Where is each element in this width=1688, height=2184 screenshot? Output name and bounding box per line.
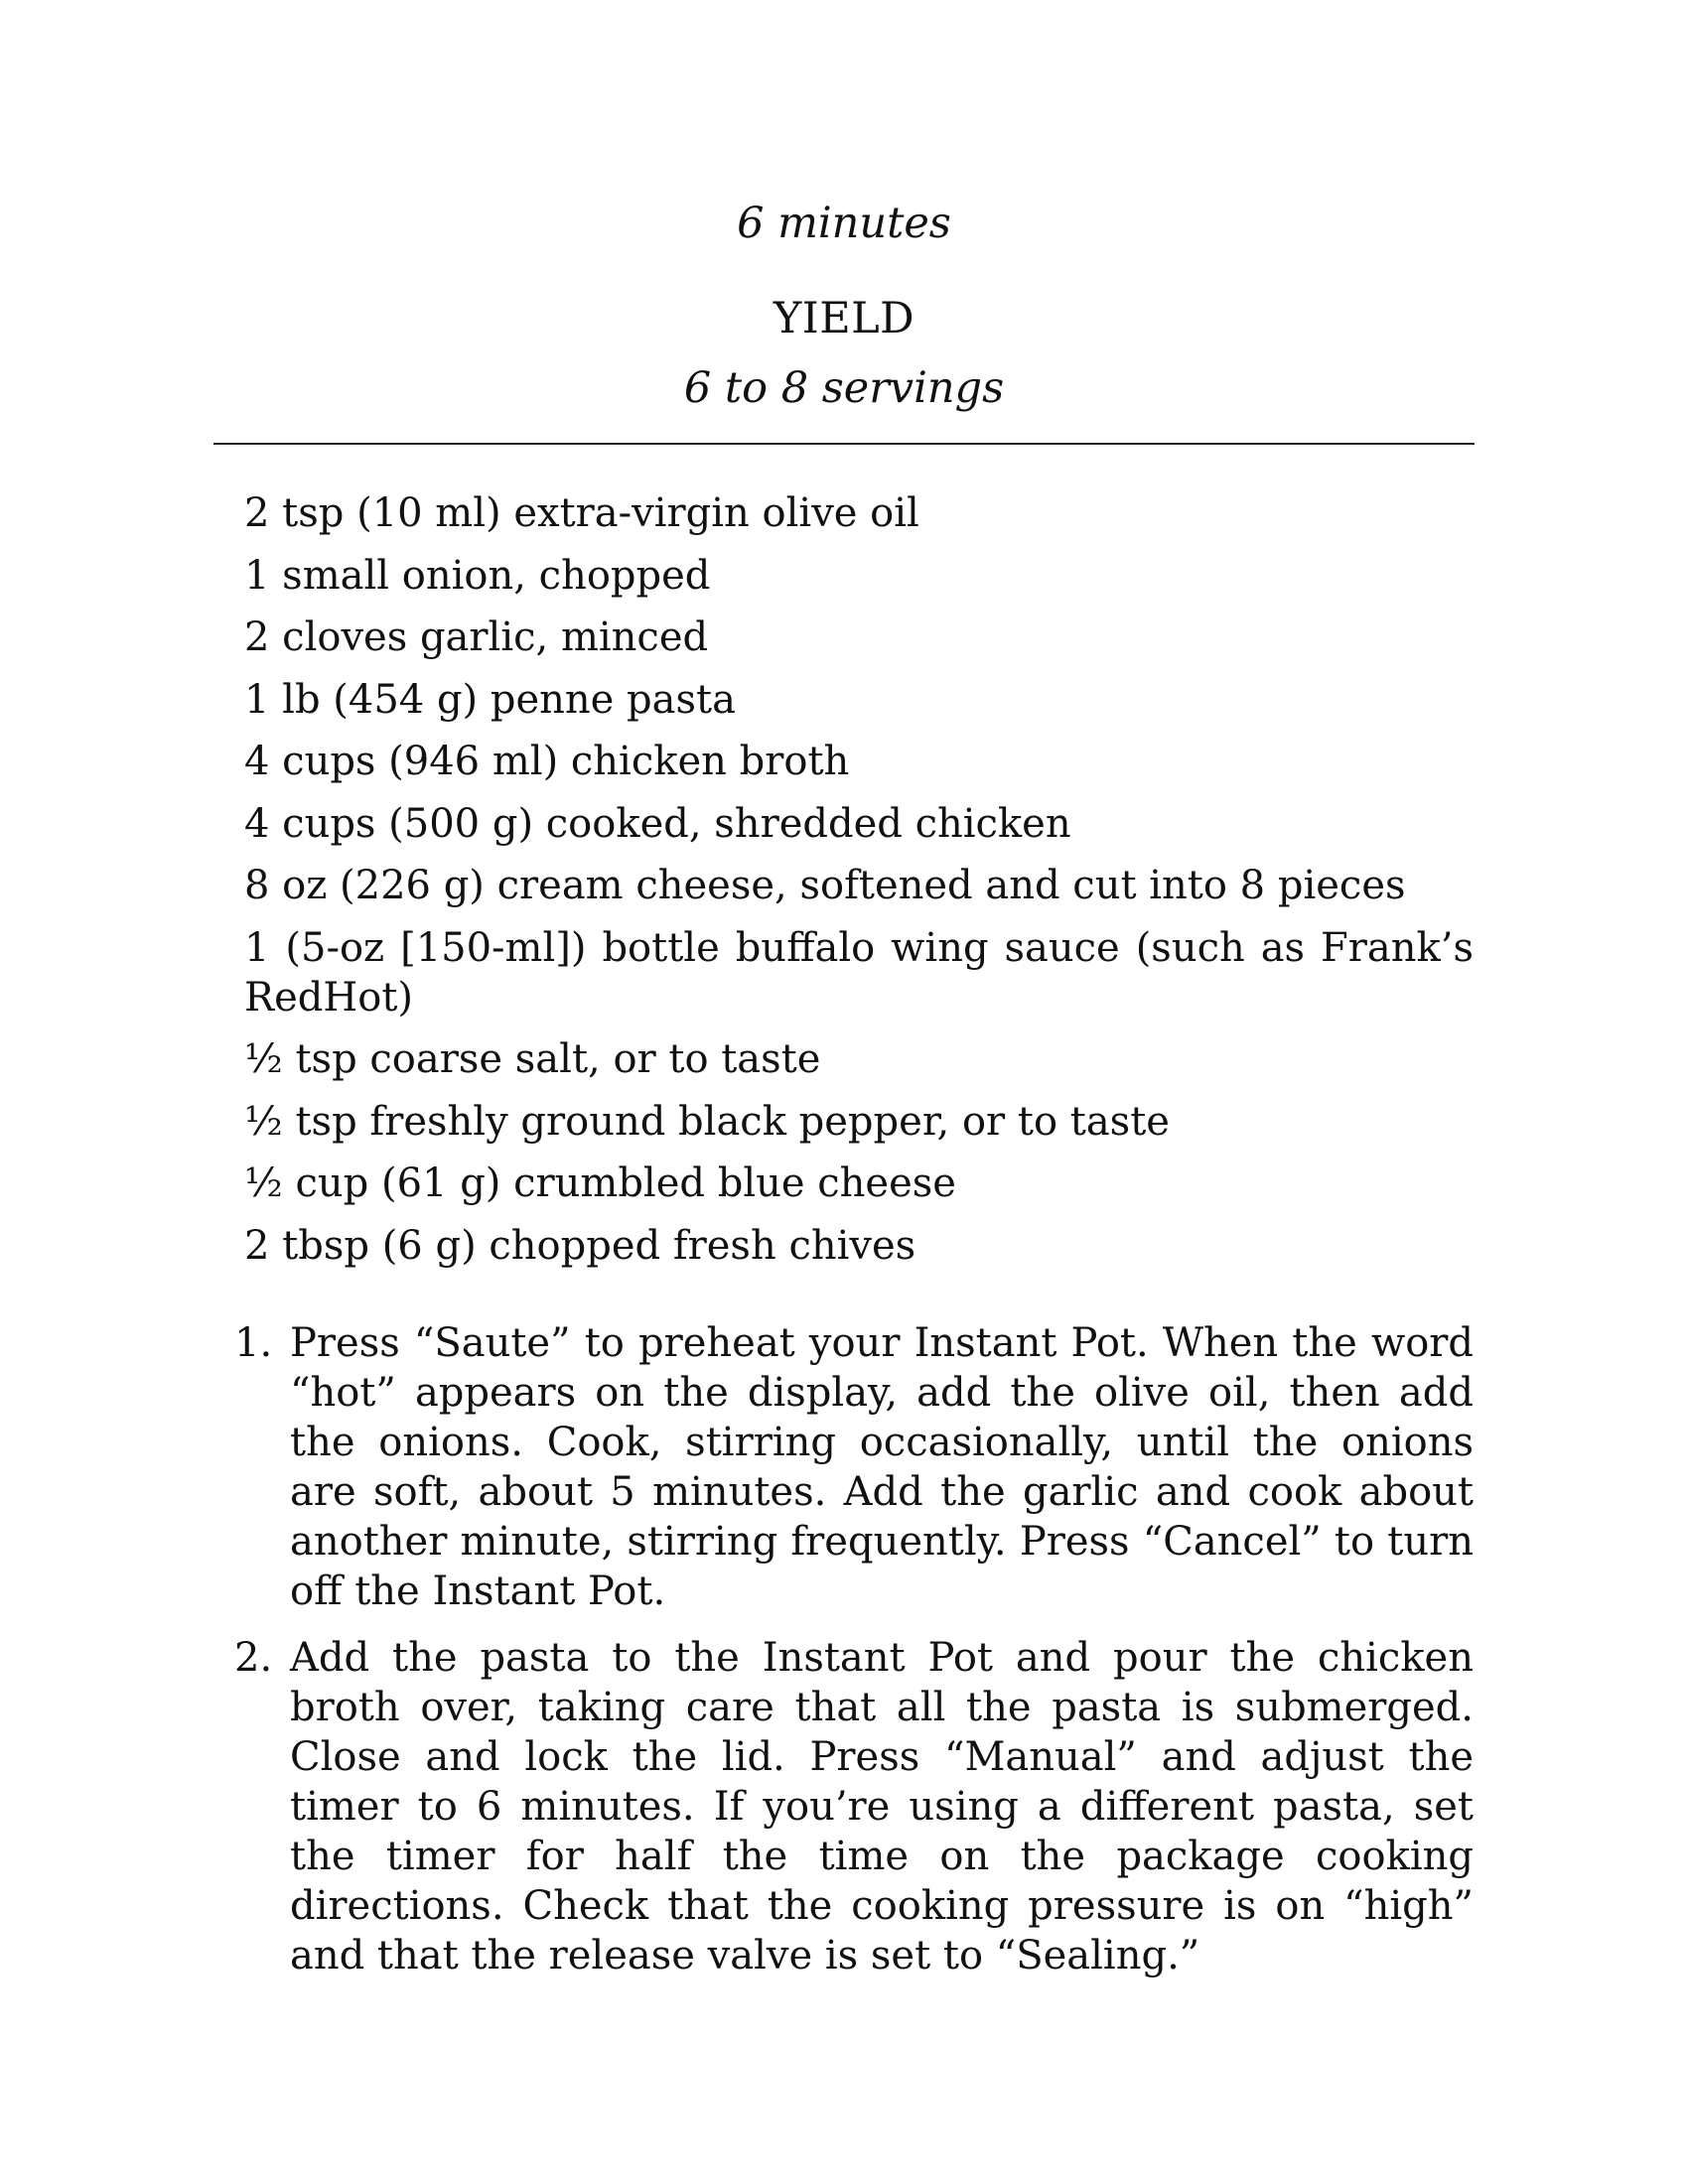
step-number: 2. [234,1635,273,1681]
ingredient-item: 2 cloves garlic, minced [244,614,709,660]
step-text: Add the pasta to the Instant Pot and pour the chicken broth over, taking care that all the pasta is submerged. Close and lock the lid. Press “Manual” and adjust the timer to 6 minutes. If you’re using a different pasta, set the timer for half the time on the package cooking directions. Check that the cooking pressure is on “high” and that the release valve is set to “Sealing.” [290,1635,1474,1979]
divider-rule [213,443,1475,445]
step-number: 1. [234,1320,273,1366]
cook-time: 6 minutes [737,199,951,248]
yield-label: YIELD [773,294,915,343]
ingredient-item: ½ tsp freshly ground black pepper, or to taste [244,1098,1170,1145]
yield-value: 6 to 8 servings [683,363,1005,413]
ingredient-item: ½ cup (61 g) crumbled blue cheese [244,1160,956,1206]
ingredient-item: 1 (5-oz [150-ml]) bottle buffalo wing sauce (such as Frank’s RedHot) [244,924,1474,1021]
ingredient-item: ½ tsp coarse salt, or to taste [244,1036,821,1082]
ingredient-item: 2 tsp (10 ml) extra-virgin olive oil [244,490,919,536]
instruction-step [234,1318,1474,1616]
ingredient-item: 2 tbsp (6 g) chopped fresh chives [244,1222,916,1269]
ingredient-list [244,488,1474,1283]
ingredient-item: 8 oz (226 g) cream cheese, softened and cut into 8 pieces [244,863,1406,908]
ingredient-item: 1 lb (454 g) penne pasta [244,676,736,723]
ingredient-item: 1 small onion, chopped [244,552,711,599]
instruction-list [234,1318,1474,1997]
instruction-step [234,1633,1474,1980]
ingredient-item: 4 cups (500 g) cooked, shredded chicken [244,800,1071,847]
ingredient-item: 4 cups (946 ml) chicken broth [244,739,850,784]
step-text: Press “Saute” to preheat your Instant Pot. When the word “hot” appears on the display, add the olive oil, then add the onions. Cook, stirring occasionally, until the onions are soft, about 5 minutes. Add the garlic and cook about another minute, stirring frequently. Press “Cancel” to turn off the Instant Pot. [290,1320,1474,1614]
